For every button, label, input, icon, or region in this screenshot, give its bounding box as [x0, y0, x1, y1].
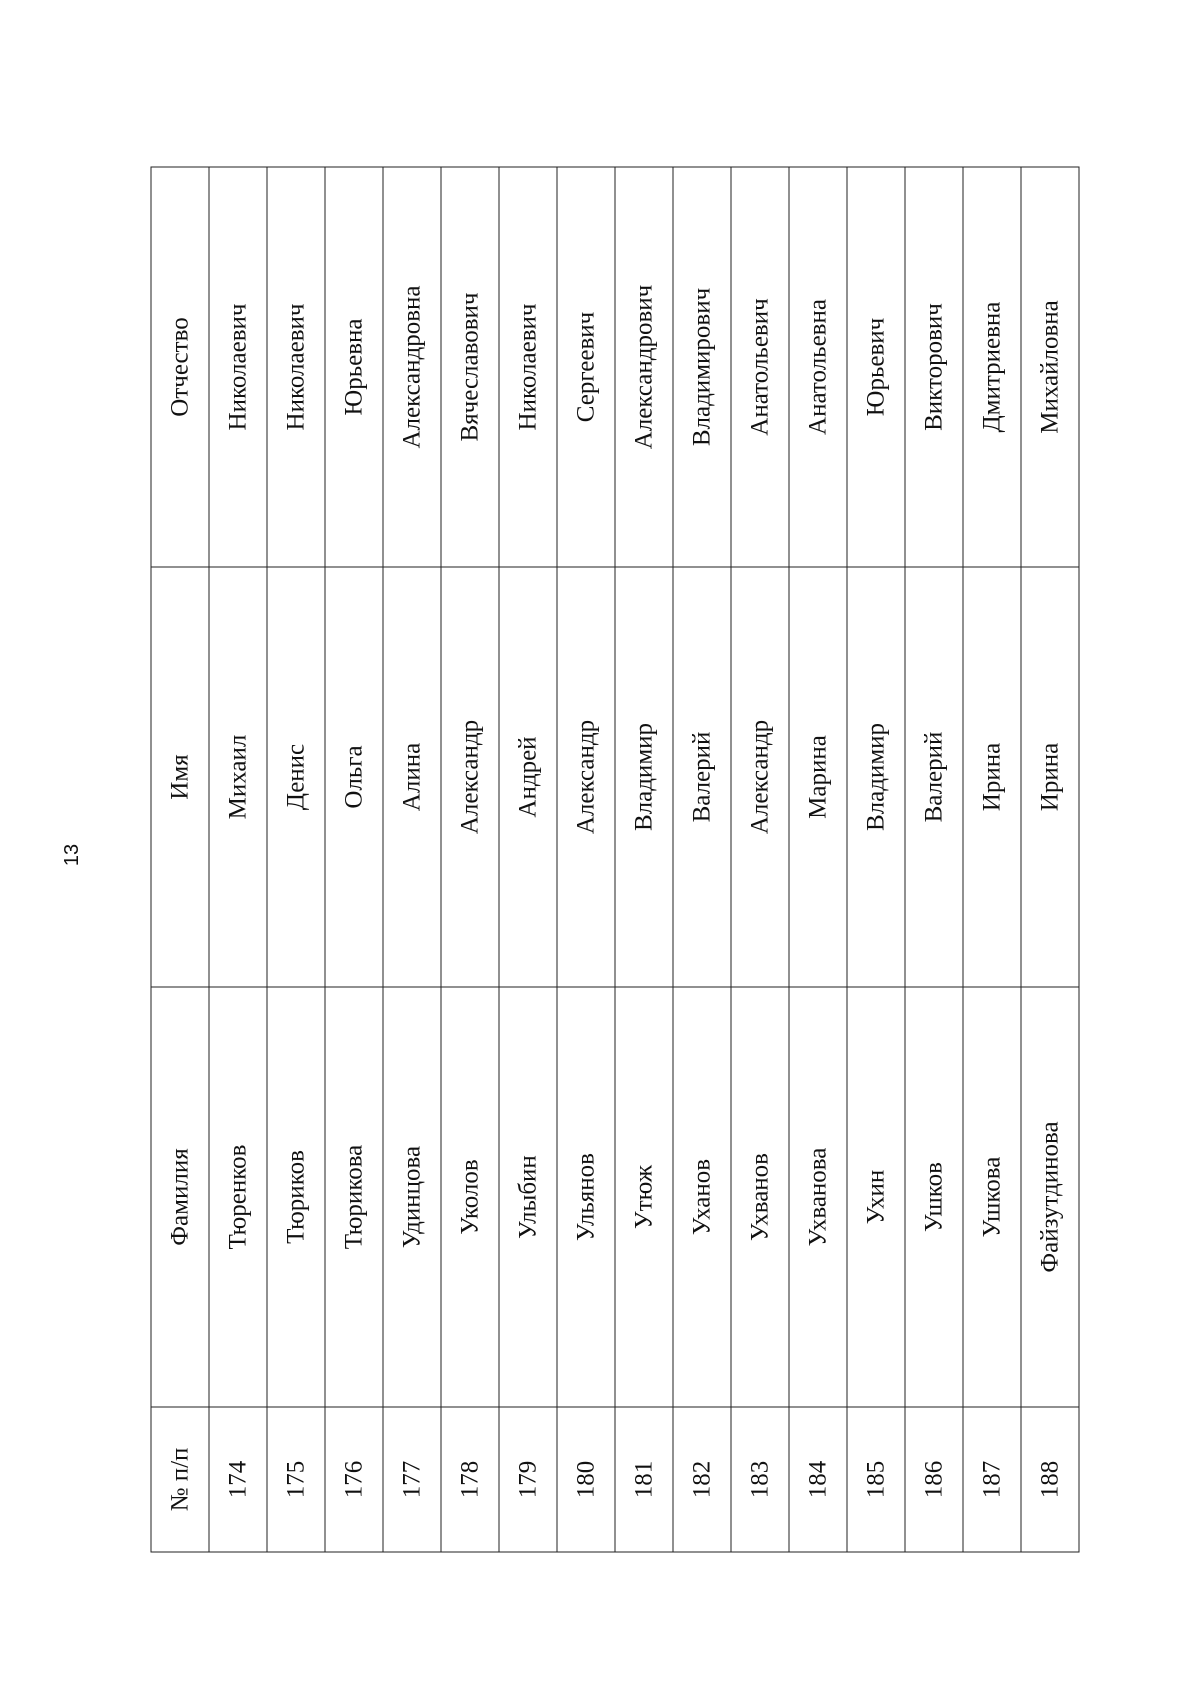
table-row: [499, 167, 557, 1552]
table-row: [325, 167, 383, 1552]
table-row: [1021, 167, 1079, 1552]
cell-surname: Ушков: [905, 987, 963, 1407]
cell-patronymic: Александрович: [615, 167, 673, 567]
table-row: [673, 167, 731, 1552]
cell-name: Валерий: [673, 567, 731, 987]
cell-num: 187: [963, 1407, 1021, 1552]
cell-patronymic: Анатольевна: [789, 167, 847, 567]
cell-name: Владимир: [847, 567, 905, 987]
table-row: [963, 167, 1021, 1552]
cell-patronymic: Викторович: [905, 167, 963, 567]
cell-surname: Улыбин: [499, 987, 557, 1407]
header-surname: Фамилия: [151, 987, 209, 1407]
cell-name: Андрей: [499, 567, 557, 987]
cell-name: Александр: [731, 567, 789, 987]
cell-num: 186: [905, 1407, 963, 1552]
cell-num: 188: [1021, 1407, 1079, 1552]
cell-num: 185: [847, 1407, 905, 1552]
cell-patronymic: Дмитриевна: [963, 167, 1021, 567]
cell-patronymic: Николаевич: [499, 167, 557, 567]
table-row: [847, 167, 905, 1552]
cell-surname: Тюрикова: [325, 987, 383, 1407]
cell-patronymic: Александровна: [383, 167, 441, 567]
table-header-row: [151, 167, 209, 1552]
cell-surname: Ушкова: [963, 987, 1021, 1407]
cell-num: 178: [441, 1407, 499, 1552]
header-num: № п/п: [151, 1407, 209, 1552]
cell-name: Владимир: [615, 567, 673, 987]
table-row: [789, 167, 847, 1552]
cell-surname: Уханов: [673, 987, 731, 1407]
cell-patronymic: Владимирович: [673, 167, 731, 567]
cell-patronymic: Вячеславович: [441, 167, 499, 567]
cell-num: 182: [673, 1407, 731, 1552]
cell-num: 181: [615, 1407, 673, 1552]
cell-name: Александр: [557, 567, 615, 987]
table-row: [557, 167, 615, 1552]
cell-patronymic: Анатольевич: [731, 167, 789, 567]
cell-patronymic: Николаевич: [209, 167, 267, 567]
cell-surname: Ухин: [847, 987, 905, 1407]
table-row: [209, 167, 267, 1552]
cell-num: 174: [209, 1407, 267, 1552]
cell-surname: Тюриков: [267, 987, 325, 1407]
cell-name: Марина: [789, 567, 847, 987]
table-row: [905, 167, 963, 1552]
cell-name: Михаил: [209, 567, 267, 987]
cell-surname: Файзутдинова: [1021, 987, 1079, 1407]
cell-surname: Удинцова: [383, 987, 441, 1407]
cell-num: 177: [383, 1407, 441, 1552]
roster-table-container: [150, 167, 1063, 1552]
cell-name: Александр: [441, 567, 499, 987]
page-number: 13: [61, 843, 83, 867]
cell-num: 176: [325, 1407, 383, 1552]
cell-surname: Утюж: [615, 987, 673, 1407]
cell-name: Ольга: [325, 567, 383, 987]
cell-name: Ирина: [963, 567, 1021, 987]
cell-surname: Ульянов: [557, 987, 615, 1407]
table-row: [267, 167, 325, 1552]
roster-table: [150, 166, 1079, 1552]
cell-patronymic: Михайловна: [1021, 167, 1079, 567]
cell-name: Денис: [267, 567, 325, 987]
cell-name: Алина: [383, 567, 441, 987]
cell-patronymic: Юрьевна: [325, 167, 383, 567]
cell-patronymic: Сергеевич: [557, 167, 615, 567]
cell-num: 175: [267, 1407, 325, 1552]
cell-name: Ирина: [1021, 567, 1079, 987]
header-name: Имя: [151, 567, 209, 987]
cell-surname: Тюренков: [209, 987, 267, 1407]
cell-num: 183: [731, 1407, 789, 1552]
cell-name: Валерий: [905, 567, 963, 987]
cell-surname: Уколов: [441, 987, 499, 1407]
cell-patronymic: Николаевич: [267, 167, 325, 567]
cell-num: 180: [557, 1407, 615, 1552]
table-row: [615, 167, 673, 1552]
cell-surname: Ухванов: [731, 987, 789, 1407]
cell-patronymic: Юрьевич: [847, 167, 905, 567]
table-row: [383, 167, 441, 1552]
cell-surname: Ухванова: [789, 987, 847, 1407]
cell-num: 184: [789, 1407, 847, 1552]
cell-num: 179: [499, 1407, 557, 1552]
table-row: [441, 167, 499, 1552]
table-row: [731, 167, 789, 1552]
header-patronymic: Отчество: [151, 167, 209, 567]
